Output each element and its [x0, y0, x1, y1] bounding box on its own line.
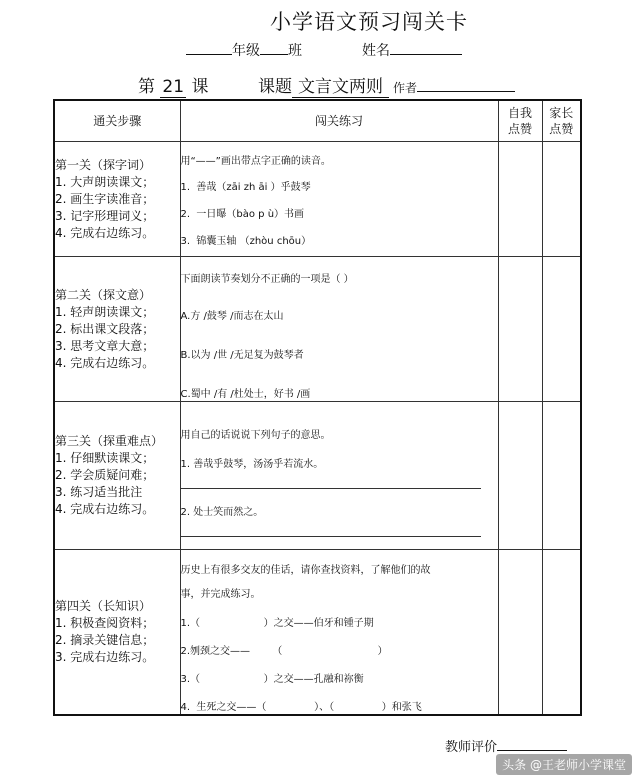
author-label: 作者	[393, 81, 418, 95]
answer-line[interactable]	[181, 536, 481, 537]
step-item: 3. 记字形理词义；	[55, 208, 155, 223]
fill-item[interactable]: 4. 生死之交——（ ）、（ ）和张飞	[180, 701, 422, 713]
exercise-item: 3. 锦囊玉轴 （zhòu chōu）	[180, 235, 312, 247]
step-item: 2. 画生字读准音；	[55, 191, 155, 206]
pinyin-options[interactable]: （bào p ù）	[226, 208, 285, 220]
name-label: 姓名	[362, 43, 390, 59]
fill-item[interactable]: 2.刎颈之交—— （ ）	[180, 645, 388, 657]
steps-cell-3	[54, 402, 180, 550]
step-item: 3. 思考文章大意；	[55, 338, 155, 353]
exercise-cell-4	[180, 550, 498, 715]
step-item: 2. 摘录关键信息；	[55, 632, 155, 647]
challenge-card-table	[53, 99, 582, 716]
pinyin-options[interactable]: （zhòu chōu）	[239, 235, 312, 247]
step-item: 3. 练习适当批注	[55, 485, 143, 499]
step-item: 1. 积极查阅资料；	[55, 615, 155, 630]
parent-praise-cell[interactable]	[542, 402, 581, 550]
col-header-parent-praise: 家长 点赞	[542, 100, 581, 142]
name-line	[362, 40, 462, 60]
topic-line	[258, 72, 515, 97]
exercise-item: 1. 善哉乎鼓琴，汤汤乎若流水。	[180, 459, 324, 470]
step-item: 2. 学会质疑问难；	[55, 468, 155, 482]
topic-value: 文言文两则	[292, 77, 389, 98]
col-header-steps: 通关步骤	[54, 100, 180, 142]
student-info-line	[186, 40, 302, 60]
grade-label: 年级	[232, 43, 260, 59]
option-b[interactable]: B.以为 /世 /无足复为鼓琴者	[180, 350, 304, 361]
pinyin-options[interactable]: （zāi zh āi ）	[216, 181, 281, 193]
step-item: 4. 完成右边练习。	[55, 225, 155, 240]
answer-line[interactable]	[181, 488, 481, 489]
self-praise-cell[interactable]	[498, 402, 542, 550]
step-title: 第三关（探重难点）	[55, 434, 164, 448]
self-praise-cell[interactable]	[498, 142, 542, 257]
table-header-row	[54, 100, 581, 142]
step-item: 2. 标出课文段落；	[55, 321, 155, 336]
step-item: 1. 仔细默读课文；	[55, 451, 155, 465]
exercise-intro: 历史上有很多交友的佳话，请你查找资料，了解他们的故	[180, 564, 431, 576]
step-title: 第一关（探字词）	[55, 157, 152, 172]
exercise-cell-2	[180, 257, 498, 402]
exercise-instruction: 用自己的话说说下列句子的意思。	[180, 430, 331, 441]
author-blank[interactable]	[417, 77, 515, 92]
step-item: 4. 完成右边练习。	[55, 502, 155, 516]
exercise-item: 2. 一日曝（bào p ù）书画	[180, 208, 305, 220]
teacher-evaluation-blank[interactable]	[497, 736, 567, 751]
fill-item[interactable]: 3.（ ）之交——孔融和祢衡	[180, 673, 364, 685]
exercise-instruction: 用“——”画出带点字正确的读音。	[180, 155, 331, 167]
col-header-exercise: 闯关练习	[180, 100, 498, 142]
steps-cell-4	[54, 550, 180, 715]
exercise-item: 1. 善哉（zāi zh āi ）乎鼓琴	[180, 181, 311, 193]
class-label: 班	[288, 43, 302, 59]
table-row	[54, 550, 581, 715]
exercise-cell-3	[180, 402, 498, 550]
steps-cell-1	[54, 142, 180, 257]
page-title: 小学语文预习闯关卡	[270, 10, 468, 34]
table-row	[54, 142, 581, 257]
exercise-instruction: 下面朗读节奏划分不正确的一项是（ ）	[180, 274, 354, 285]
step-title: 第四关（长知识）	[55, 598, 152, 613]
option-a[interactable]: A.方 /鼓琴 /而志在太山	[180, 311, 284, 322]
teacher-evaluation-label: 教师评价	[445, 740, 498, 755]
option-c[interactable]: C.蜀中 /有 /杜处士，好书 /画	[180, 389, 311, 400]
exercise-intro: 事，并完成练习。	[180, 588, 261, 600]
table-row	[54, 257, 581, 402]
fill-item[interactable]: 1.（ ）之交——伯牙和锺子期	[180, 617, 374, 629]
step-item: 4. 完成右边练习。	[55, 355, 155, 370]
parent-praise-cell[interactable]	[542, 257, 581, 402]
watermark: 头条 @王老师小学课堂	[496, 754, 632, 775]
lesson-suffix: 课	[191, 77, 209, 97]
grade-blank[interactable]	[186, 40, 232, 55]
parent-praise-cell[interactable]	[542, 142, 581, 257]
col-header-self-praise: 自我 点赞	[498, 100, 542, 142]
exercise-cell-1	[180, 142, 498, 257]
exercise-item: 2. 处士笑而然之。	[180, 507, 264, 518]
parent-praise-cell[interactable]	[542, 550, 581, 715]
step-item: 1. 轻声朗读课文；	[55, 304, 155, 319]
steps-cell-2	[54, 257, 180, 402]
step-item: 1. 大声朗读课文；	[55, 174, 155, 189]
step-item: 3. 完成右边练习。	[55, 649, 155, 664]
lesson-prefix: 第	[138, 77, 155, 97]
lesson-number: 21	[162, 77, 185, 97]
self-praise-cell[interactable]	[498, 257, 542, 402]
name-blank[interactable]	[390, 40, 462, 55]
lesson-line	[138, 72, 208, 97]
topic-label: 课题	[258, 77, 292, 97]
table-row	[54, 402, 581, 550]
step-title: 第二关（探文意）	[55, 287, 152, 302]
class-blank[interactable]	[260, 40, 288, 55]
self-praise-cell[interactable]	[498, 550, 542, 715]
teacher-evaluation	[445, 736, 567, 755]
